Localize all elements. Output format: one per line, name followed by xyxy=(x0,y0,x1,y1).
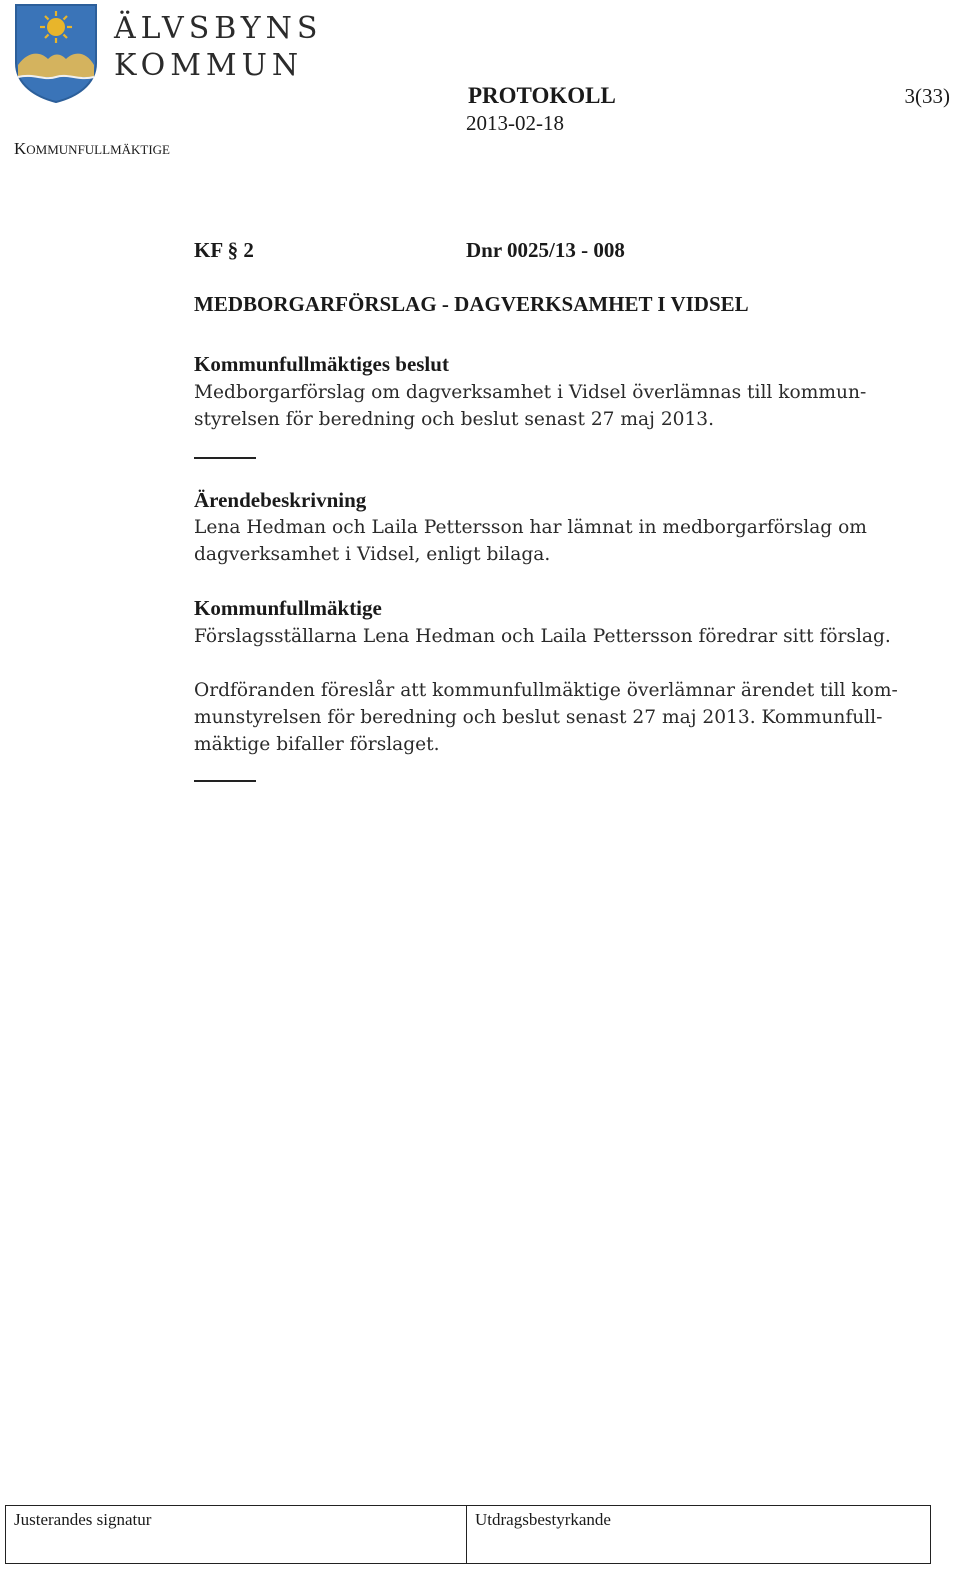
chair-line: Ordföranden föreslår att kommunfullmäktige överlämnar ärendet till kom- xyxy=(194,680,898,701)
chair-line: mäktige bifaller förslaget. xyxy=(194,734,440,755)
logo-text-line-1: ÄLVSBYNS xyxy=(114,11,323,46)
registration-number: Dnr 0025/13 - 008 xyxy=(466,238,625,262)
certification-cell[interactable] xyxy=(467,1506,930,1563)
organization-name xyxy=(14,139,170,159)
section-number: KF § 2 xyxy=(194,238,254,262)
decision-line: Medborgarförslag om dagverksamhet i Vidsel överlämnas till kommun- xyxy=(194,382,867,403)
chair-line: munstyrelsen för beredning och beslut senast 27 maj 2013. Kommunfull- xyxy=(194,707,883,728)
organization-initial: K xyxy=(14,139,27,158)
chair-proposal-text xyxy=(194,677,914,758)
description-line: dagverksamhet i Vidsel, enligt bilaga. xyxy=(194,544,551,565)
document-type: PROTOKOLL xyxy=(468,83,616,108)
decision-text xyxy=(194,379,914,433)
logo-text-line-2: KOMMUN xyxy=(114,48,304,83)
description-heading: Ärendebeskrivning xyxy=(194,488,367,512)
council-line: Förslagsställarna Lena Hedman och Laila Pettersson föredrar sitt förslag. xyxy=(194,626,891,647)
description-line: Lena Hedman och Laila Pettersson har lämnat in medborgarförslag om xyxy=(194,517,867,538)
section-divider xyxy=(194,457,256,459)
section-divider xyxy=(194,780,256,782)
decision-line: styrelsen för beredning och beslut senast 27 maj 2013. xyxy=(194,409,715,430)
signature-label: Justerandes signatur xyxy=(14,1510,152,1529)
organization-rest: OMMUNFULLMÄKTIGE xyxy=(26,142,170,157)
municipality-crest-logo xyxy=(14,3,98,103)
council-heading: Kommunfullmäktige xyxy=(194,596,382,620)
document-date: 2013-02-18 xyxy=(466,111,564,135)
decision-heading: Kommunfullmäktiges beslut xyxy=(194,352,449,376)
signature-cell[interactable] xyxy=(6,1506,467,1563)
case-title: MEDBORGARFÖRSLAG - DAGVERKSAMHET I VIDSEL xyxy=(194,292,749,316)
page-number: 3(33) xyxy=(904,84,950,108)
council-text xyxy=(194,623,914,650)
certification-label: Utdragsbestyrkande xyxy=(475,1510,611,1529)
signature-footer-table xyxy=(5,1505,931,1564)
description-text xyxy=(194,514,914,568)
